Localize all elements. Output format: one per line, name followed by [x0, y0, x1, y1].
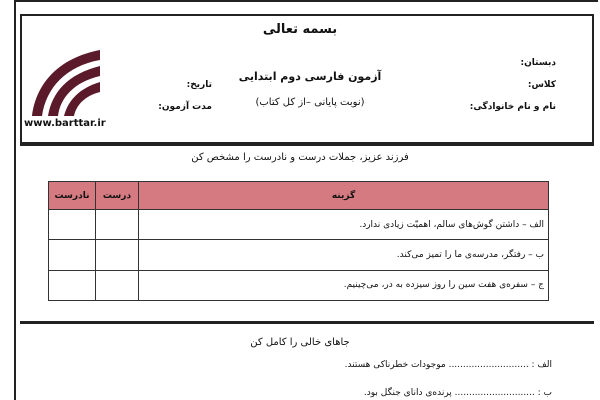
true-answer-cell[interactable] [96, 270, 139, 300]
fill-blank-item: ب : ............................ پرنده‌ی دانای جنگل بود. [363, 388, 552, 398]
exam-title: آزمون فارسی دوم ابتدایی [238, 70, 382, 83]
table-header-row [49, 182, 549, 210]
duration-field-label: مدت آزمون: [158, 102, 212, 112]
true-answer-cell[interactable] [96, 240, 139, 270]
logo-icon [28, 44, 108, 120]
false-answer-cell[interactable] [49, 210, 96, 240]
table-row [49, 240, 549, 270]
section-divider [20, 321, 594, 324]
date-field-label: تاریخ: [186, 80, 212, 90]
option-column-header: گزینه [139, 182, 549, 210]
true-answer-cell[interactable] [96, 210, 139, 240]
name-field-label: نام و نام خانوادگی: [469, 102, 556, 112]
exam-subtitle: (نوبت پایانی –از کل کتاب) [255, 97, 365, 108]
basmala: بسمه تعالی [262, 22, 338, 37]
section2-instruction: جاهای خالی را کامل کن [250, 337, 350, 348]
statement-cell: ج – سفره‌ی هفت سین را روز سیزده به در، می‌چینیم. [139, 270, 549, 300]
false-answer-cell[interactable] [49, 270, 96, 300]
statement-cell: الف – داشتن گوش‌های سالم، اهمیّت زیادی ندارد. [139, 210, 549, 240]
website-url: www.barttar.ir [24, 118, 106, 129]
class-field-label: کلاس: [527, 80, 556, 90]
false-column-header: نادرست [49, 182, 96, 210]
true-false-table [48, 181, 549, 301]
false-answer-cell[interactable] [49, 240, 96, 270]
fill-blank-item: الف : ............................ موجودات خطرناکی هستند. [344, 360, 552, 370]
header-divider [20, 144, 594, 146]
table-row [49, 270, 549, 300]
section1-instruction: فرزند عزیز، جملات درست و نادرست را مشخص کن [191, 152, 409, 163]
true-column-header: درست [96, 182, 139, 210]
school-field-label: دبستان: [520, 58, 556, 68]
statement-cell: ب – رفتگر، مدرسه‌ی ما را تمیز می‌کند. [139, 240, 549, 270]
table-row [49, 210, 549, 240]
